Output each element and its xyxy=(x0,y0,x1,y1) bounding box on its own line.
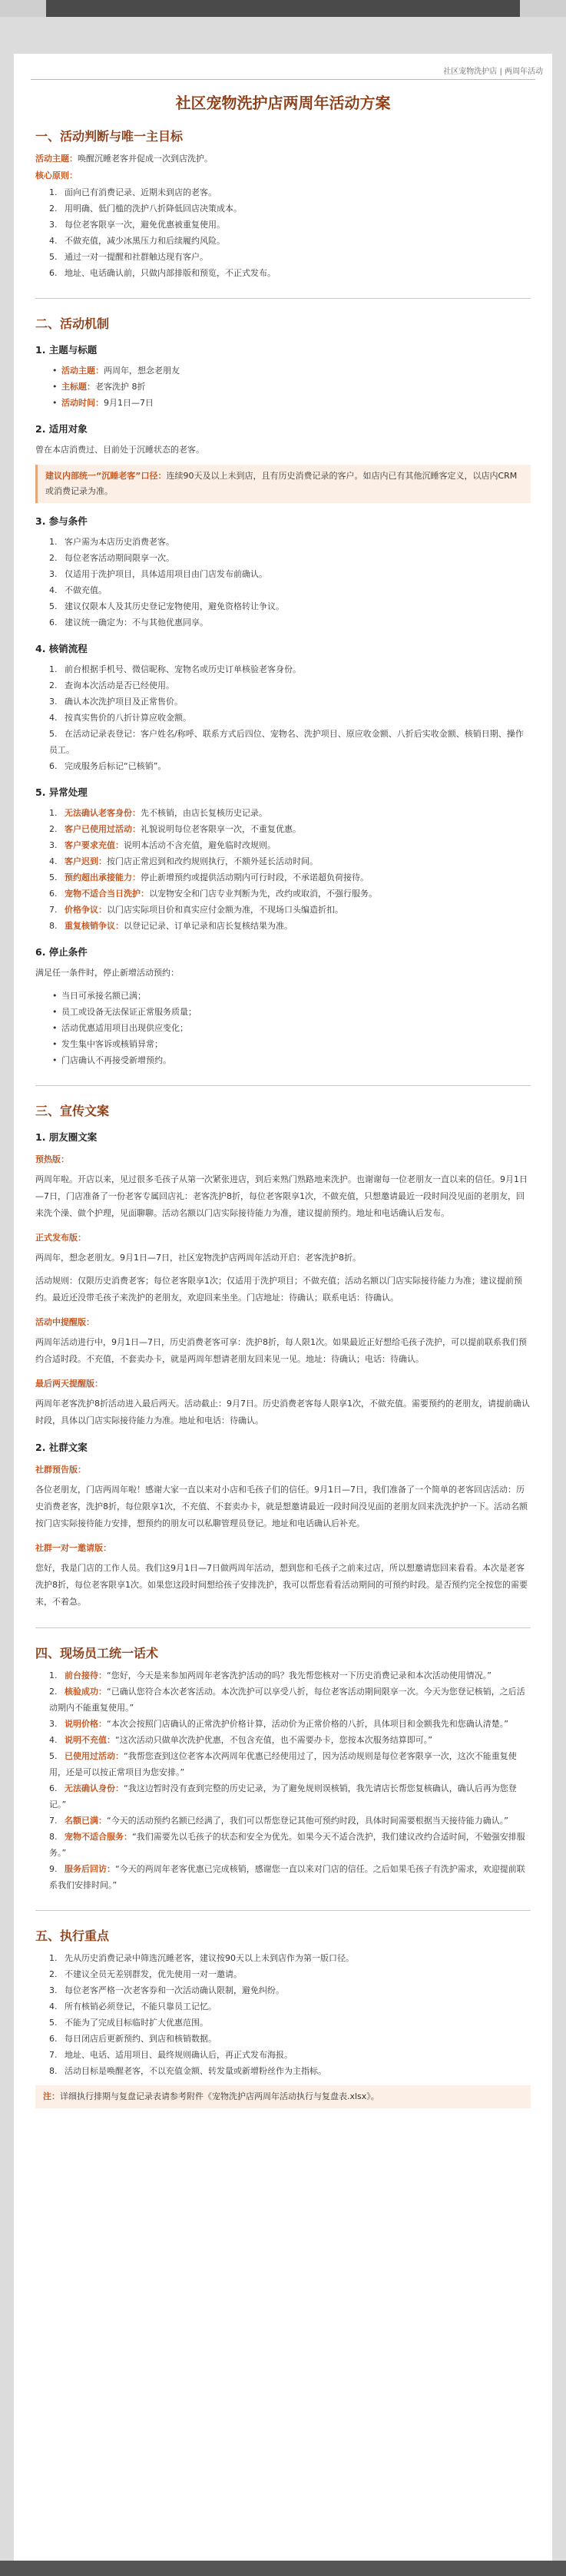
list-item: 5. 预约超出承接能力：停止新增预约或提供活动期内可行时段，不承诺超负荷接待。 xyxy=(49,872,369,882)
attachment-note xyxy=(35,2085,531,2108)
list-item: 2. 每位老客活动期间限享一次。 xyxy=(49,553,174,563)
copy-text: 两周年活动进行中，9月1日—7日，历史消费老客可享：洗护8折，每人限1次。如果最近正好想给毛孩子洗护，可以提前联系我们预约合适时段。不充值，不套卖办卡，就是两周年想请老朋友回来见一见。地址：待确认；电话：待确认。 xyxy=(35,1337,527,1364)
callout-text: 连续90天及以上未到店，且有历史消费记录的客户。如店内已有其他沉睡客定义，以店内CRM或消费记录为准。 xyxy=(45,471,518,496)
theme-list xyxy=(35,363,531,411)
list-item: • 活动主题：两周年，想念老朋友 xyxy=(52,363,531,379)
note-text: 详细执行排期与复盘记录表请参考附件《宠物洗护店两周年活动执行与复盘表.xlsx》。 xyxy=(60,2091,379,2101)
execution-list xyxy=(35,1950,531,2079)
list-item: 1. 面向已有消费记录、近期未到店的老客。 xyxy=(49,187,217,197)
subsection-title: 2. 社群文案 xyxy=(35,1442,88,1453)
list-item: 1. 无法确认老客身份：先不核销，由店长复核历史记录。 xyxy=(49,808,267,818)
list-item: 9. 服务后回访：“今天的两周年老客优惠已完成核销，感谢您一直以来对门店的信任。之后如果毛孩子有洗护需求，欢迎提前联系我们安排时间。” xyxy=(49,1864,525,1890)
list-item: • 发生集中客诉或核销异常； xyxy=(52,1036,531,1052)
list-item: 6. 宠物不适合当日洗护：以宠物安全和门店专业判断为先，改约或取消，不强行服务。 xyxy=(49,889,377,899)
document-title: 社区宠物洗护店两周年活动方案 xyxy=(175,94,391,112)
copy-text: 两周年啦。开店以来，见过很多毛孩子从第一次紧张进店，到后来熟门熟路地来洗护。也谢谢每一位老朋友一直以来的信任。9月1日—7日，门店准备了一份老客专属回店礼：老客洗护8折，每位老客限享1次，不做充值，只想邀请最近一段时间没见面的老朋友，回来洗个澡、做个护理，见面聊聊。活动名额以门店实际接待能力为准，建议提前预约。地址和电话确认后发布。 xyxy=(35,1174,528,1218)
list-item: • 当日可承接名额已满； xyxy=(52,988,531,1004)
subsection-title: 6. 停止条件 xyxy=(35,946,88,958)
goal-line xyxy=(35,151,531,167)
list-item: 2. 用明确、低门槛的洗护八折降低回店决策成本。 xyxy=(49,204,242,214)
list-item: 2. 客户已使用过活动：礼貌说明每位老客限享一次，不重复优惠。 xyxy=(49,824,301,834)
copy-text: 两周年，想念老朋友。9月1日—7日，社区宠物洗护店两周年活动开启：老客洗护8折。 xyxy=(35,1253,361,1263)
copy-text: 活动规则：仅限历史消费老客；每位老客限享1次；仅适用于洗护项目；不做充值；活动名额以门店实际接待能力为准；建议提前预约。最近还没带毛孩子来洗护的老朋友，欢迎回来坐坐。门店地址：待确认；联系电话：待确认。 xyxy=(35,1276,522,1303)
section-5-title: 五、执行重点 xyxy=(35,1929,110,1943)
conditions-list xyxy=(35,534,531,631)
list-item: 6. 地址、电话确认前，只做内部排版和预览，不正式发布。 xyxy=(49,268,276,278)
subsection-title: 3. 参与条件 xyxy=(35,515,88,527)
list-item: 8. 活动目标是唤醒老客，不以充值金额、转发量或新增粉丝作为主指标。 xyxy=(49,2066,326,2076)
section-1-title: 一、活动判断与唯一主目标 xyxy=(35,129,184,144)
list-item: 4. 说明不充值：“这次活动只做单次洗护优惠，不包含充值，也不需要办卡，您按本次服务结算即可。” xyxy=(49,1735,432,1745)
list-item: 2. 不建议全员无差别群发，优先使用一对一邀请。 xyxy=(49,1969,242,1979)
list-item: 4. 不做充值。 xyxy=(49,585,107,595)
list-item: 1. 客户需为本店历史消费老客。 xyxy=(49,537,174,547)
list-item: 8. 重复核销争议：以登记记录、订单记录和店长复核结果为准。 xyxy=(49,921,293,931)
list-item: 3. 每位老客严格一次老客券和一次活动确认限制，避免纠纷。 xyxy=(49,1985,284,1995)
list-item: 2. 查询本次活动是否已经使用。 xyxy=(49,680,174,690)
target-text: 曾在本店消费过、目前处于沉睡状态的老客。 xyxy=(35,445,204,455)
verify-list xyxy=(35,661,531,774)
script-list xyxy=(35,1667,531,1893)
goal-text: 唤醒沉睡老客并促成一次到店洗护。 xyxy=(78,154,213,164)
section-divider xyxy=(35,1910,531,1911)
section-3-title: 三、宣传文案 xyxy=(35,1104,110,1118)
stop-intro: 满足任一条件时，停止新增活动预约： xyxy=(35,968,179,978)
dormant-definition-callout xyxy=(35,465,531,503)
list-item: 3. 每位老客限享一次，避免优惠被重复使用。 xyxy=(49,220,225,230)
list-item: 5. 已使用过活动：“我帮您查到这位老客本次两周年优惠已经使用过了，因为活动规则是每位老客限享一次，这次不能重复使用，还是可以按正常项目为您安排。” xyxy=(49,1751,517,1777)
list-item: 7. 名额已满：“今天的活动预约名额已经满了，我们可以帮您登记其他可预约时段，具体时间需要根据当天接待能力确认。” xyxy=(49,1816,508,1826)
copy-label: 正式发布版： xyxy=(35,1233,86,1243)
core-principle-label: 核心原则： xyxy=(35,171,78,180)
goal-label: 活动主题： xyxy=(35,154,78,164)
list-item: 4. 按真实售价的八折计算应收金额。 xyxy=(49,713,191,723)
viewer-bottom-bar xyxy=(0,2561,566,2576)
core-principle-list xyxy=(35,184,531,281)
subsection-title: 5. 异常处理 xyxy=(35,786,88,798)
copy-text: 各位老朋友，门店两周年啦！感谢大家一直以来对小店和毛孩子们的信任。9月1日—7日，我们准备了一个简单的老客回店活动：历史消费老客，洗护8折，每位限享1次，不充值、不套卖办卡，就是想邀请最近一段时间没见面的老朋友回来洗洗护护一下。活动名额按门店实际接待能力安排，想预约的朋友可以私聊管理员登记。地址和电话确认后补充。 xyxy=(35,1485,528,1528)
list-item: 6. 无法确认身份：“我这边暂时没有查到完整的历史记录，为了避免规则误核销，我先请店长帮您复核确认，确认后再为您登记。” xyxy=(49,1783,517,1809)
subsection-title: 4. 核销流程 xyxy=(35,643,88,654)
list-item: • 活动优惠适用项目出现供应变化； xyxy=(52,1020,531,1036)
list-item: 5. 在活动记录表登记：客户姓名/称呼、联系方式后四位、宠物名、洗护项目、原应收金额、八折后实收金额、核销日期、操作员工。 xyxy=(49,729,524,755)
subsection-title: 1. 朋友圈文案 xyxy=(35,1131,98,1143)
list-item: 3. 客户要求充值：说明本活动不含充值，避免临时改规则。 xyxy=(49,840,276,850)
list-item: 5. 通过一对一提醒和社群触达现有客户。 xyxy=(49,252,208,262)
callout-label: 建议内部统一“沉睡老客”口径： xyxy=(45,471,167,481)
viewer-top-bar xyxy=(0,0,566,17)
top-bar-right-block xyxy=(520,0,566,17)
section-divider xyxy=(35,1085,531,1086)
copy-label: 社群预告版： xyxy=(35,1465,86,1475)
list-item: • 员工或设备无法保证正常服务质量； xyxy=(52,1004,531,1020)
list-item: 1. 前台根据手机号、微信昵称、宠物名或历史订单核验老客身份。 xyxy=(49,664,301,674)
copy-label: 预热版： xyxy=(35,1154,69,1164)
running-header: 社区宠物洗护店 | 两周年活动 xyxy=(443,68,543,76)
list-item: • 主标题：老客洗护 8折 xyxy=(52,379,531,395)
list-item: 1. 先从历史消费记录中筛选沉睡老客，建议按90天以上未到店作为第一版口径。 xyxy=(49,1953,354,1963)
list-item: 4. 不做充值，减少冰黑压力和后续履约风险。 xyxy=(49,236,225,246)
section-divider xyxy=(35,298,531,299)
note-label: 注： xyxy=(43,2091,60,2101)
section-2-title: 二、活动机制 xyxy=(35,316,110,331)
subsection-title: 1. 主题与标题 xyxy=(35,344,98,356)
exceptions-list xyxy=(35,805,531,934)
list-item: 3. 说明价格：“本次会按照门店确认的正常洗护价格计算，活动价为正常价格的八折，具体项目和金额我先和您确认清楚。” xyxy=(49,1719,508,1729)
list-item: 6. 完成服务后标记“已核销”。 xyxy=(49,761,167,771)
section-divider xyxy=(35,1627,531,1628)
section-4-title: 四、现场员工统一话术 xyxy=(35,1646,159,1660)
list-item: 8. 宠物不适合服务：“我们需要先以毛孩子的状态和安全为优先。如果今天不适合洗护，我们建议改约合适时间，不勉强安排服务。” xyxy=(49,1832,525,1858)
list-item: • 门店确认不再接受新增预约。 xyxy=(52,1052,531,1068)
list-item: 5. 不能为了完成目标临时扩大优惠范围。 xyxy=(49,2018,208,2028)
copy-text: 两周年老客洗护8折活动进入最后两天。活动截止：9月7日。历史消费老客每人限享1次，不做充值。需要预约的老朋友，请提前确认时段，具体以门店实际接待能力为准。地址和电话：待确认。 xyxy=(35,1399,530,1425)
list-item: 2. 核验成功：“已确认您符合本次老客活动。本次洗护可以享受八折，每位老客活动期间限享一次。今天为您登记核销，之后活动期内不能重复使用。” xyxy=(49,1687,525,1713)
list-item: 4. 所有核销必须登记，不能只靠员工记忆。 xyxy=(49,2002,217,2011)
list-item: 3. 确认本次洗护项目及正常售价。 xyxy=(49,697,183,707)
list-item: 6. 建议统一确定为：不与其他优惠同享。 xyxy=(49,618,208,627)
list-item: 1. 前台接待：“您好，今天是来参加两周年老客洗护活动的吗？我先帮您核对一下历史消费记录和本次活动使用情况。” xyxy=(49,1670,492,1680)
copy-label: 活动中提醒版： xyxy=(35,1317,94,1327)
list-item: 6. 每日闭店后更新预约、到店和核销数据。 xyxy=(49,2034,217,2044)
list-item: 7. 价格争议：以门店实际项目价和真实应付金额为准，不现场口头编造折扣。 xyxy=(49,905,343,915)
copy-text: 您好，我是门店的工作人员。我们这9月1日—7日做两周年活动，想到您和毛孩子之前来过店，所以想邀请您回来看看。本次是老客洗护8折，每位老客限享1次。如果您这段时间想给孩子安排洗护，我可以帮您看看活动期间的可预约时段。是否预约完全按您的需要来，不着急。 xyxy=(35,1563,528,1607)
list-item: 7. 地址、电话、适用项目、最终规则确认后，再正式发布海报。 xyxy=(49,2050,293,2060)
header-rule xyxy=(31,79,535,80)
copy-label: 社群一对一邀请版： xyxy=(35,1543,111,1553)
list-item: • 活动时间：9月1日—7日 xyxy=(52,395,531,411)
subsection-title: 2. 适用对象 xyxy=(35,423,88,435)
list-item: 5. 建议仅限本人及其历史登记宠物使用，避免资格转让争议。 xyxy=(49,601,284,611)
list-item: 3. 仅适用于洗护项目，具体适用项目由门店发布前确认。 xyxy=(49,569,267,579)
document-content xyxy=(35,127,531,2108)
copy-label: 最后两天提醒版： xyxy=(35,1379,103,1389)
top-bar-left-block xyxy=(0,0,46,17)
stop-list xyxy=(35,988,531,1068)
list-item: 4. 客户迟到：按门店正常迟到和改约规则执行，不额外延长活动时间。 xyxy=(49,856,318,866)
